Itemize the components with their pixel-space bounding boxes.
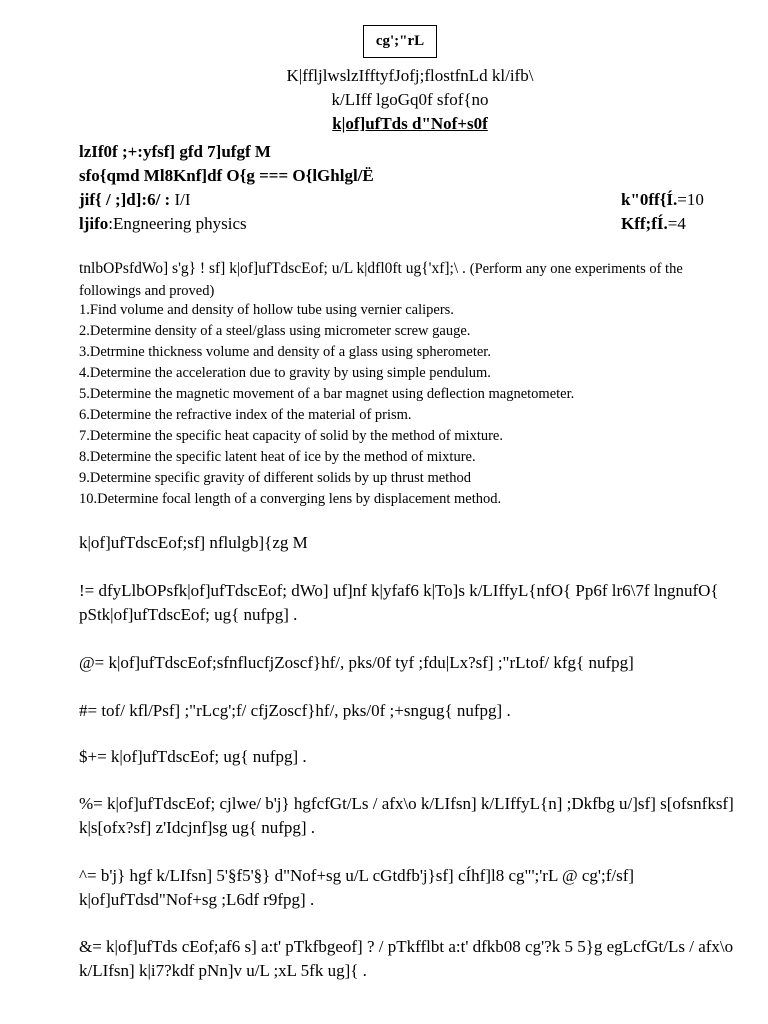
experiment-item: 4.Determine the acceleration due to gravity by using simple pendulum. xyxy=(79,365,491,381)
pass-marks xyxy=(621,212,719,236)
full-marks xyxy=(621,188,719,212)
year-semester xyxy=(79,188,191,212)
guideline-2: @= k|of]ufTdscEof;sfnflucfjZoscf}hf/, pks/0f tyf ;fdu|Lx?sf] ;"rLtof/ kfg{ nufpg] xyxy=(79,653,634,672)
experiment-item: 10.Determine focal length of a converging lens by displacement method. xyxy=(79,491,502,507)
year-semester-label: jif{ / ;]d]:6/ : xyxy=(79,190,175,209)
experiment-item: 7.Determine the specific heat capacity of solid by the method of mixture. xyxy=(79,428,503,444)
instruction-english: (Perform any one experiments of the followings and proved) xyxy=(79,261,683,299)
experiment-item: 1.Find volume and density of hollow tube using vernier calipers. xyxy=(79,302,454,318)
program-label: sfo{qmd Ml8Knf]df O{g === O{lGhlgl/Ë xyxy=(79,166,374,185)
guideline-4: $+= k|of]ufTdscEof; ug{ nufpg] . xyxy=(79,747,307,766)
year-semester-value: I/I xyxy=(174,190,191,209)
guidelines-heading: k|of]ufTdscEof;sf] nflulgb]{zg M xyxy=(79,533,308,552)
instruction-text: tnlbOPsfdWo] s'g} ! sf] k|of]ufTdscEof; u/L k|dfl0ft ug{'xf];\ . xyxy=(79,260,470,277)
experiment-item: 5.Determine the magnetic movement of a bar magnet using deflection magnetometer. xyxy=(79,386,575,402)
guideline-1: != dfyLlbOPsfk|of]ufTdscEof; dWo] uf]nf k|yfaf6 k|To]s k/LIffyL{nfO{ Pp6f lr6\7f lngnufO{ pStk|of]ufTdscEof; ug{ nufpg] . xyxy=(79,581,719,624)
info-row-institute xyxy=(79,140,719,164)
exam-office-name: k/LIff lgoGq0f sfof{no xyxy=(331,90,489,109)
info-row-program xyxy=(79,164,719,188)
full-marks-value: =10 xyxy=(677,190,704,209)
practical-evaluation-heading: k|of]ufTds d"Nof+s0f xyxy=(332,114,488,133)
experiment-list xyxy=(79,300,729,510)
subject xyxy=(79,212,247,236)
instruction-paragraph xyxy=(79,258,729,302)
guideline-7: &= k|of]ufTds cEof;af6 s] a:t' pTkfbgeof] ? / pTkfflbt a:t' dfkb08 cg'?k 5 5}g egLcfGt/Ls / afx\o k/LIfsn] k|i7?kdf pNn]v u/L ;xL 5fk ug]{ . xyxy=(79,937,734,980)
pass-marks-value: =4 xyxy=(667,214,686,233)
experiment-item: 8.Determine the specific latent heat of ice by the method of mixture. xyxy=(79,449,476,465)
full-marks-label: k"0ff{Í. xyxy=(621,190,678,209)
appendix-title-box: cg';"rL xyxy=(363,25,437,58)
experiment-item: 3.Detrmine thickness volume and density of a glass using spherometer. xyxy=(79,344,491,360)
info-row-subject xyxy=(79,212,719,236)
info-row-year xyxy=(79,188,719,212)
guideline-3: #= tof/ kfl/Psf] ;"rLcg';f/ cfjZoscf}hf/, pks/0f ;+sngug{ nufpg] . xyxy=(79,701,511,720)
exam-info-block xyxy=(79,140,719,236)
guideline-5: %= k|of]ufTdscEof; cjlwe/ b'j} hgfcfGt/Ls / afx\o k/LIfsn] k/LIffyL{n] ;Dkfbg u/]sf] s[ofsnfksf] k|s[ofx?sf] z'Idcjnf]sg ug{ nufpg] . xyxy=(79,794,734,837)
subject-value: :Engneering physics xyxy=(108,214,247,233)
council-name: K|ffljlwslzIfftyfJofj;flostfnLd kl/ifb\ xyxy=(286,66,534,85)
institute-label: lzIf0f ;+:yfsf] gfd 7]ufgf M xyxy=(79,142,271,161)
pass-marks-label: Kff;fÍ. xyxy=(621,214,668,233)
experiment-item: 2.Determine density of a steel/glass using micrometer screw gauge. xyxy=(79,323,471,339)
experiment-item: 9.Determine specific gravity of different solids by up thrust method xyxy=(79,470,471,486)
subject-label: ljifo xyxy=(79,214,109,233)
experiment-item: 6.Determine the refractive index of the material of prism. xyxy=(79,407,412,423)
guideline-6: ^= b'j} hgf k/LIfsn] 5'§f5'§} d"Nof+sg u/L cGtdfb'j}sf] cÍhf]l8 cg"';'rL @ cg';f/sf] k|of]ufTdsd"Nof+sg ;L6df r9fpg] . xyxy=(79,866,635,909)
